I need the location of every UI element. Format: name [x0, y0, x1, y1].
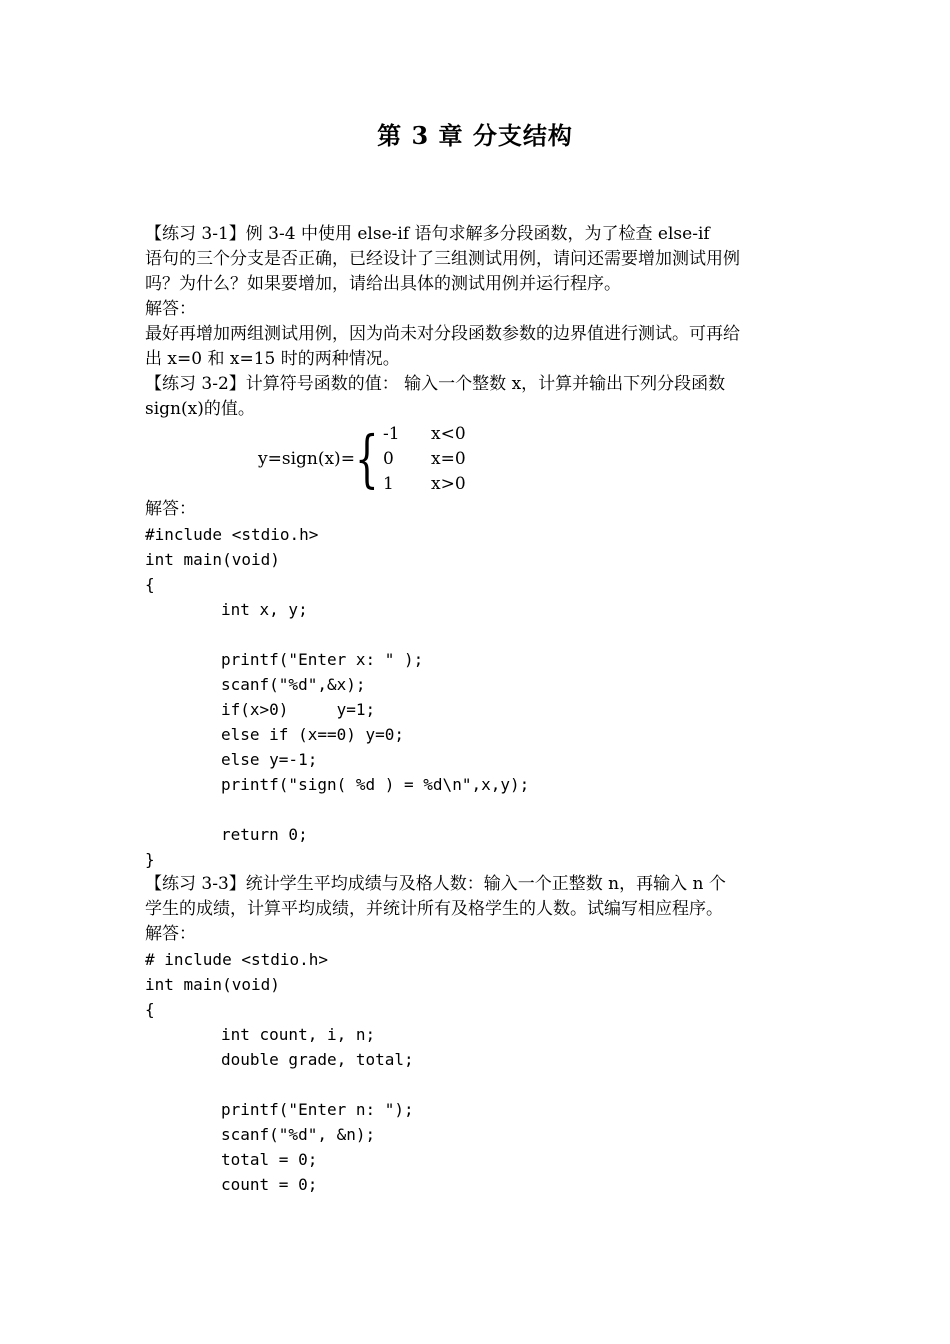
code-block	[145, 947, 813, 1197]
code-line: int count, i, n;	[221, 1025, 376, 1044]
code-line: scanf("%d", &n);	[221, 1125, 376, 1144]
code-line: return 0;	[221, 825, 308, 844]
case-value: 1	[383, 474, 394, 494]
chapter-title: 第 3 章 分支结构	[377, 121, 573, 150]
exercise-3-1	[145, 222, 813, 372]
case-condition: x<0	[431, 424, 466, 444]
exercise-text-line: 学生的成绩，计算平均成绩，并统计所有及格学生的人数。试编写相应程序。	[145, 899, 723, 919]
code-line: scanf("%d",&x);	[221, 675, 366, 694]
sign-function-formula	[145, 422, 813, 497]
code-line: count = 0;	[221, 1175, 318, 1194]
formula-case	[383, 447, 583, 472]
case-condition: x>0	[431, 474, 466, 494]
exercise-text-line: 【练习 3-1】例 3-4 中使用 else-if 语句求解多分段函数，为了检查 else-if	[145, 224, 710, 244]
code-line: else if (x==0) y=0;	[221, 725, 405, 744]
code-line: # include <stdio.h>	[145, 950, 329, 969]
formula-case	[383, 472, 583, 497]
answer-text-line: 出 x=0 和 x=15 时的两种情况。	[145, 349, 400, 369]
left-brace: {	[355, 422, 379, 495]
exercise-text-line: 语句的三个分支是否正确，已经设计了三组测试用例，请问还需要增加测试用例	[145, 249, 740, 269]
code-line: #include <stdio.h>	[145, 525, 319, 544]
code-line	[145, 622, 813, 647]
code-line: }	[145, 850, 155, 869]
code-line: int main(void)	[145, 550, 280, 569]
exercise-text-line: 吗？为什么？如果要增加，请给出具体的测试用例并运行程序。	[145, 274, 621, 294]
code-line: printf("Enter n: ");	[221, 1100, 414, 1119]
code-line: if(x>0) y=1;	[221, 700, 376, 719]
code-block	[145, 522, 813, 872]
code-line: int x, y;	[221, 600, 308, 619]
code-line: total = 0;	[221, 1150, 318, 1169]
exercise-3-2	[145, 372, 813, 872]
case-condition: x=0	[431, 449, 466, 469]
case-value: -1	[383, 424, 400, 444]
code-line: int main(void)	[145, 975, 280, 994]
code-line: {	[145, 575, 155, 594]
code-line: printf("sign( %d ) = %d\n",x,y);	[221, 775, 530, 794]
exercise-3-3	[145, 872, 813, 1197]
answer-label: 解答：	[145, 924, 196, 944]
code-line	[145, 797, 813, 822]
content	[145, 222, 813, 1197]
formula-lhs: y=sign(x)=	[258, 449, 355, 469]
exercise-text-line: 【练习 3-3】统计学生平均成绩与及格人数：输入一个正整数 n，再输入 n 个	[145, 874, 726, 894]
exercise-text-line: 【练习 3-2】计算符号函数的值： 输入一个整数 x，计算并输出下列分段函数	[145, 374, 726, 394]
answer-label: 解答：	[145, 299, 196, 319]
code-line: {	[145, 1000, 155, 1019]
case-value: 0	[383, 449, 394, 469]
exercise-text-line: sign(x)的值。	[145, 399, 255, 419]
answer-text-line: 最好再增加两组测试用例，因为尚未对分段函数参数的边界值进行测试。可再给	[145, 324, 740, 344]
answer-label: 解答：	[145, 499, 196, 519]
code-line	[145, 1072, 813, 1097]
code-line: double grade, total;	[221, 1050, 414, 1069]
code-line: else y=-1;	[221, 750, 318, 769]
code-line: printf("Enter x: " );	[221, 650, 424, 669]
formula-case	[383, 422, 583, 447]
